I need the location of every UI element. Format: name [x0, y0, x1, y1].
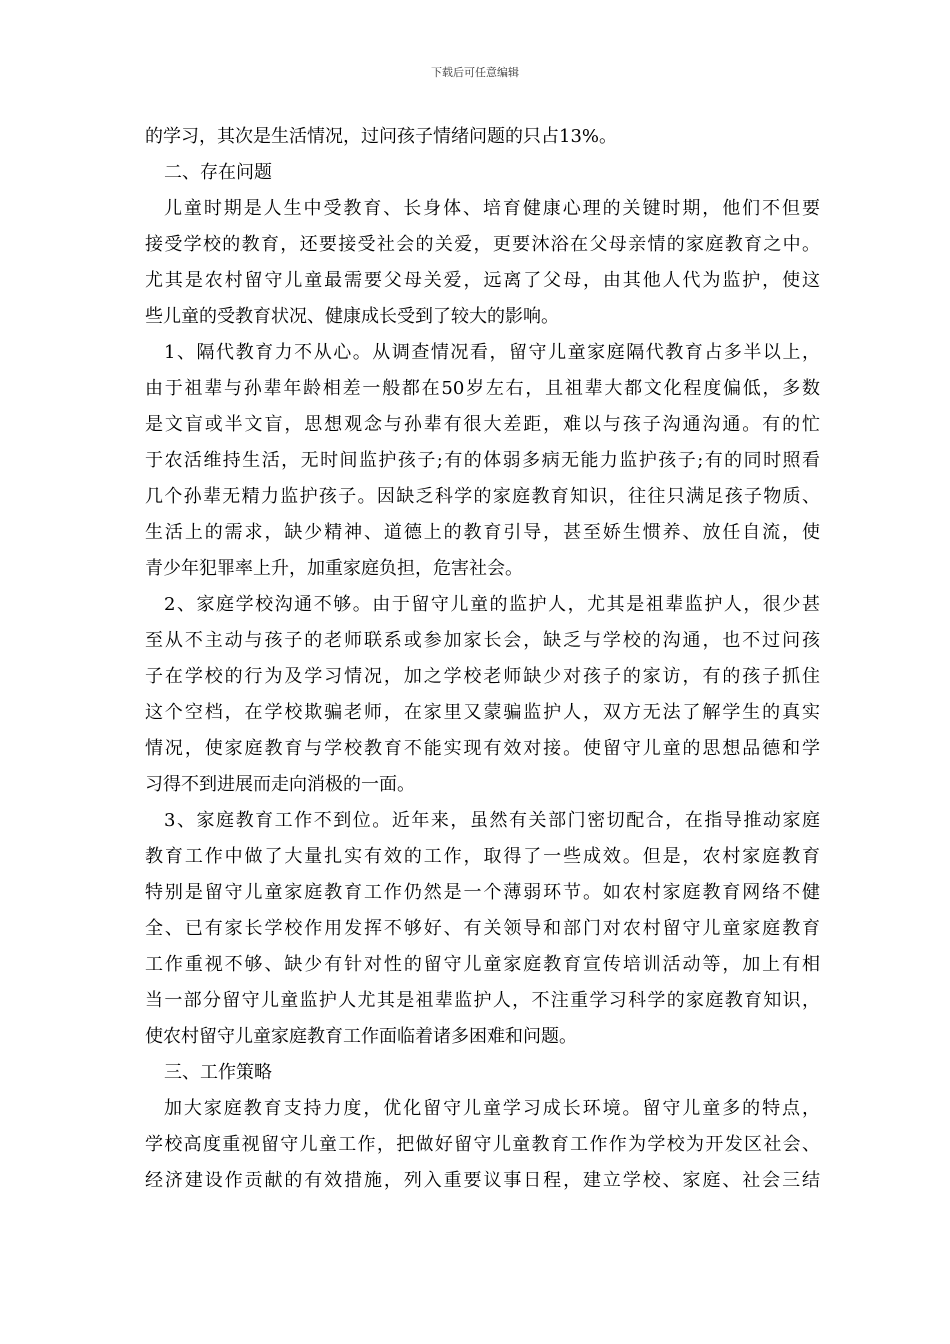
text-line: 情况，使家庭教育与学校教育不能实现有效对接。使留守儿童的思想品德和学: [145, 738, 820, 759]
text-line: 加大家庭教育支持力度，优化留守儿童学习成长环境。留守儿童多的特点，: [164, 1098, 820, 1119]
text-line: 学校高度重视留守儿童工作，把做好留守儿童教育工作作为学校为开发区社会、: [145, 1134, 820, 1155]
text-line: 这个空档，在学校欺骗老师，在家里又蒙骗监护人，双方无法了解学生的真实: [145, 702, 820, 723]
text-line: 二、存在问题: [164, 162, 272, 183]
document-body: [145, 119, 820, 1199]
text-line: 些儿童的受教育状况、健康成长受到了较大的影响。: [145, 306, 559, 327]
text-line: 1、隔代教育力不从心。从调查情况看，留守儿童家庭隔代教育占多半以上，: [164, 342, 820, 363]
text-line: 接受学校的教育，还要接受社会的关爱，更要沐浴在父母亲情的家庭教育之中。: [145, 234, 820, 255]
text-line: 尤其是农村留守儿童最需要父母关爱，远离了父母，由其他人代为监护，使这: [145, 270, 820, 291]
text-line: 3、家庭教育工作不到位。近年来，虽然有关部门密切配合，在指导推动家庭: [164, 810, 820, 831]
text-line: 青少年犯罪率上升，加重家庭负担，危害社会。: [145, 558, 523, 579]
text-line: 当一部分留守儿童监护人尤其是祖辈监护人，不注重学习科学的家庭教育知识，: [145, 990, 820, 1011]
text-line: 使农村留守儿童家庭教育工作面临着诸多困难和问题。: [145, 1026, 577, 1047]
text-line: 经济建设作贡献的有效措施，列入重要议事日程，建立学校、家庭、社会三结: [145, 1170, 820, 1191]
text-line: 教育工作中做了大量扎实有效的工作，取得了一些成效。但是，农村家庭教育: [145, 846, 820, 867]
text-line: 三、工作策略: [164, 1062, 272, 1083]
page-header: 下载后可任意编辑: [431, 66, 519, 79]
text-line: 于农活维持生活，无时间监护孩子;有的体弱多病无能力监护孩子;有的同时照看: [145, 450, 820, 471]
text-line: 2、家庭学校沟通不够。由于留守儿童的监护人，尤其是祖辈监护人，很少甚: [164, 594, 820, 615]
text-line: 儿童时期是人生中受教育、长身体、培育健康心理的关键时期，他们不但要: [164, 198, 820, 219]
text-line: 的学习，其次是生活情况，过问孩子情绪问题的只占13%。: [145, 126, 618, 147]
text-line: 至从不主动与孩子的老师联系或参加家长会，缺乏与学校的沟通，也不过问孩: [145, 630, 820, 651]
text-line: 是文盲或半文盲，思想观念与孙辈有很大差距，难以与孩子沟通沟通。有的忙: [145, 414, 820, 435]
text-line: 几个孙辈无精力监护孩子。因缺乏科学的家庭教育知识，往往只满足孩子物质、: [145, 486, 820, 507]
text-line: 全、已有家长学校作用发挥不够好、有关领导和部门对农村留守儿童家庭教育: [145, 918, 820, 939]
text-line: 子在学校的行为及学习情况，加之学校老师缺少对孩子的家访，有的孩子抓住: [145, 666, 820, 687]
text-line: 特别是留守儿童家庭教育工作仍然是一个薄弱环节。如农村家庭教育网络不健: [145, 882, 820, 903]
text-line: 生活上的需求，缺少精神、道德上的教育引导，甚至娇生惯养、放任自流，使: [145, 522, 820, 543]
text-line: 习得不到进展而走向消极的一面。: [145, 774, 415, 795]
text-line: 工作重视不够、缺少有针对性的留守儿童家庭教育宣传培训活动等，加上有相: [145, 954, 820, 975]
text-line: 由于祖辈与孙辈年龄相差一般都在50岁左右，且祖辈大都文化程度偏低，多数: [145, 378, 820, 399]
